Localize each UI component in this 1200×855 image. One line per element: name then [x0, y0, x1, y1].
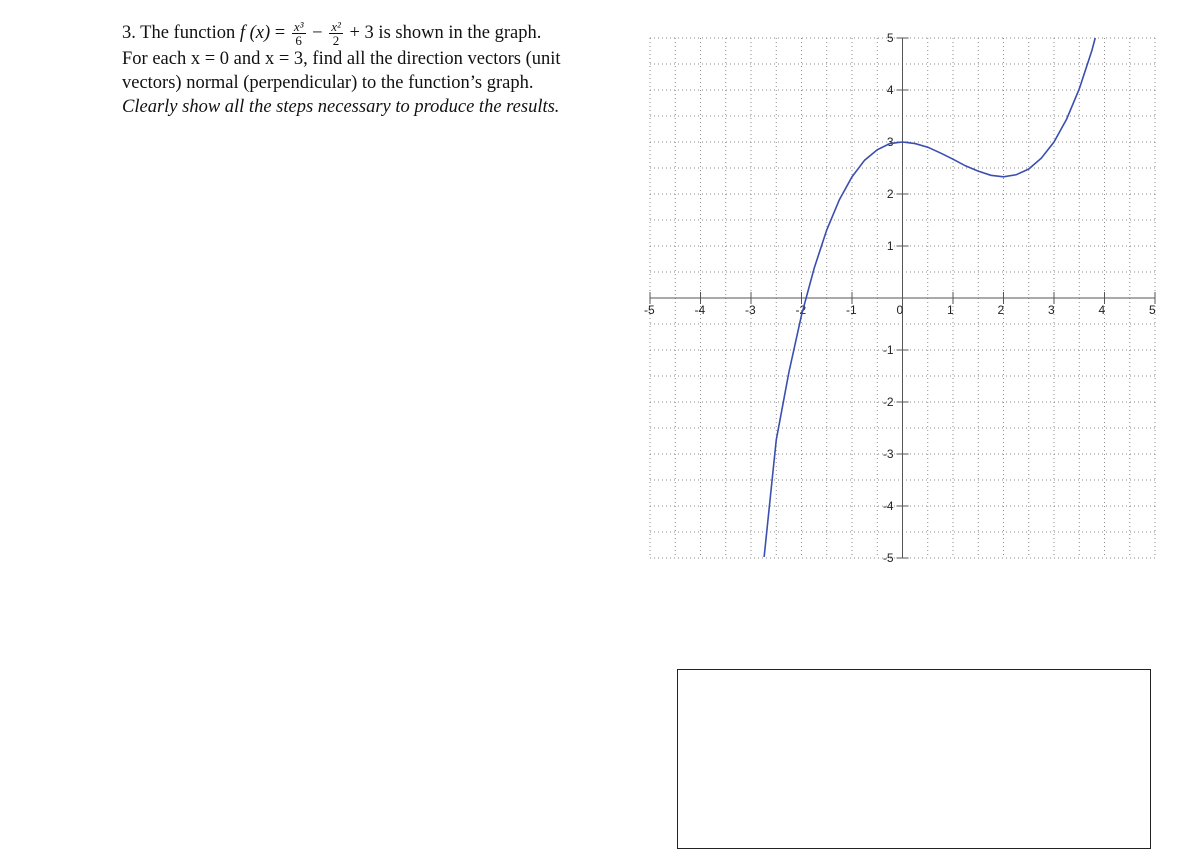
problem-line-1-suffix: + 3 is shown in the graph.	[344, 22, 542, 43]
problem-line-3: vectors) normal (perpendicular) to the function’s graph.	[122, 73, 534, 93]
x-tick-label: 5	[1149, 303, 1156, 317]
y-tick-label: 2	[886, 187, 894, 201]
y-tick-label: -3	[882, 447, 894, 461]
y-tick-label: -4	[882, 499, 894, 513]
fraction-1-numerator: x³	[293, 19, 304, 34]
y-tick-label: 4	[886, 83, 894, 97]
curve-layer	[764, 28, 1123, 557]
problem-number-prefix: 3. The function	[122, 22, 240, 43]
y-tick-label: 5	[886, 31, 894, 45]
y-tick-label: -5	[882, 551, 894, 565]
x-tick-label: 2	[997, 303, 1005, 317]
function-graph	[630, 28, 1170, 568]
problem-statement	[122, 20, 622, 119]
x-tick-label: 3	[1048, 303, 1055, 317]
function-name: f (x)	[239, 22, 271, 43]
x-tick-label: -2	[795, 303, 807, 317]
y-tick-label: 3	[886, 135, 894, 149]
x-tick-label: 0	[896, 303, 904, 317]
answer-box[interactable]	[677, 669, 1151, 849]
problem-line-1	[122, 20, 622, 47]
problem-line-2: For each x = 0 and x = 3, find all the direction vectors (unit	[122, 49, 561, 69]
equals-sign: =	[270, 22, 290, 43]
problem-line-4-instructions: Clearly show all the steps necessary to produce the results.	[122, 97, 560, 117]
function-curve	[764, 28, 1123, 557]
x-tick-label: 4	[1098, 303, 1106, 317]
fraction-2-denominator: 2	[332, 33, 340, 48]
x-tick-label: -5	[644, 303, 655, 317]
x-tick-label: -3	[745, 303, 756, 317]
y-tick-label: -2	[882, 395, 894, 409]
x-tick-label: 1	[947, 303, 954, 317]
fraction-2-numerator: x²	[331, 19, 341, 34]
y-tick-label: 1	[886, 239, 894, 253]
y-tick-label: -1	[882, 343, 894, 357]
fraction-x-squared-over-2	[329, 20, 343, 47]
fraction-1-denominator: 6	[295, 33, 302, 48]
x-tick-label: -1	[846, 303, 857, 317]
fraction-x-cubed-over-6	[292, 20, 306, 47]
axes	[650, 38, 1155, 558]
x-tick-label: -4	[694, 303, 706, 317]
minus-sign: −	[307, 22, 328, 43]
